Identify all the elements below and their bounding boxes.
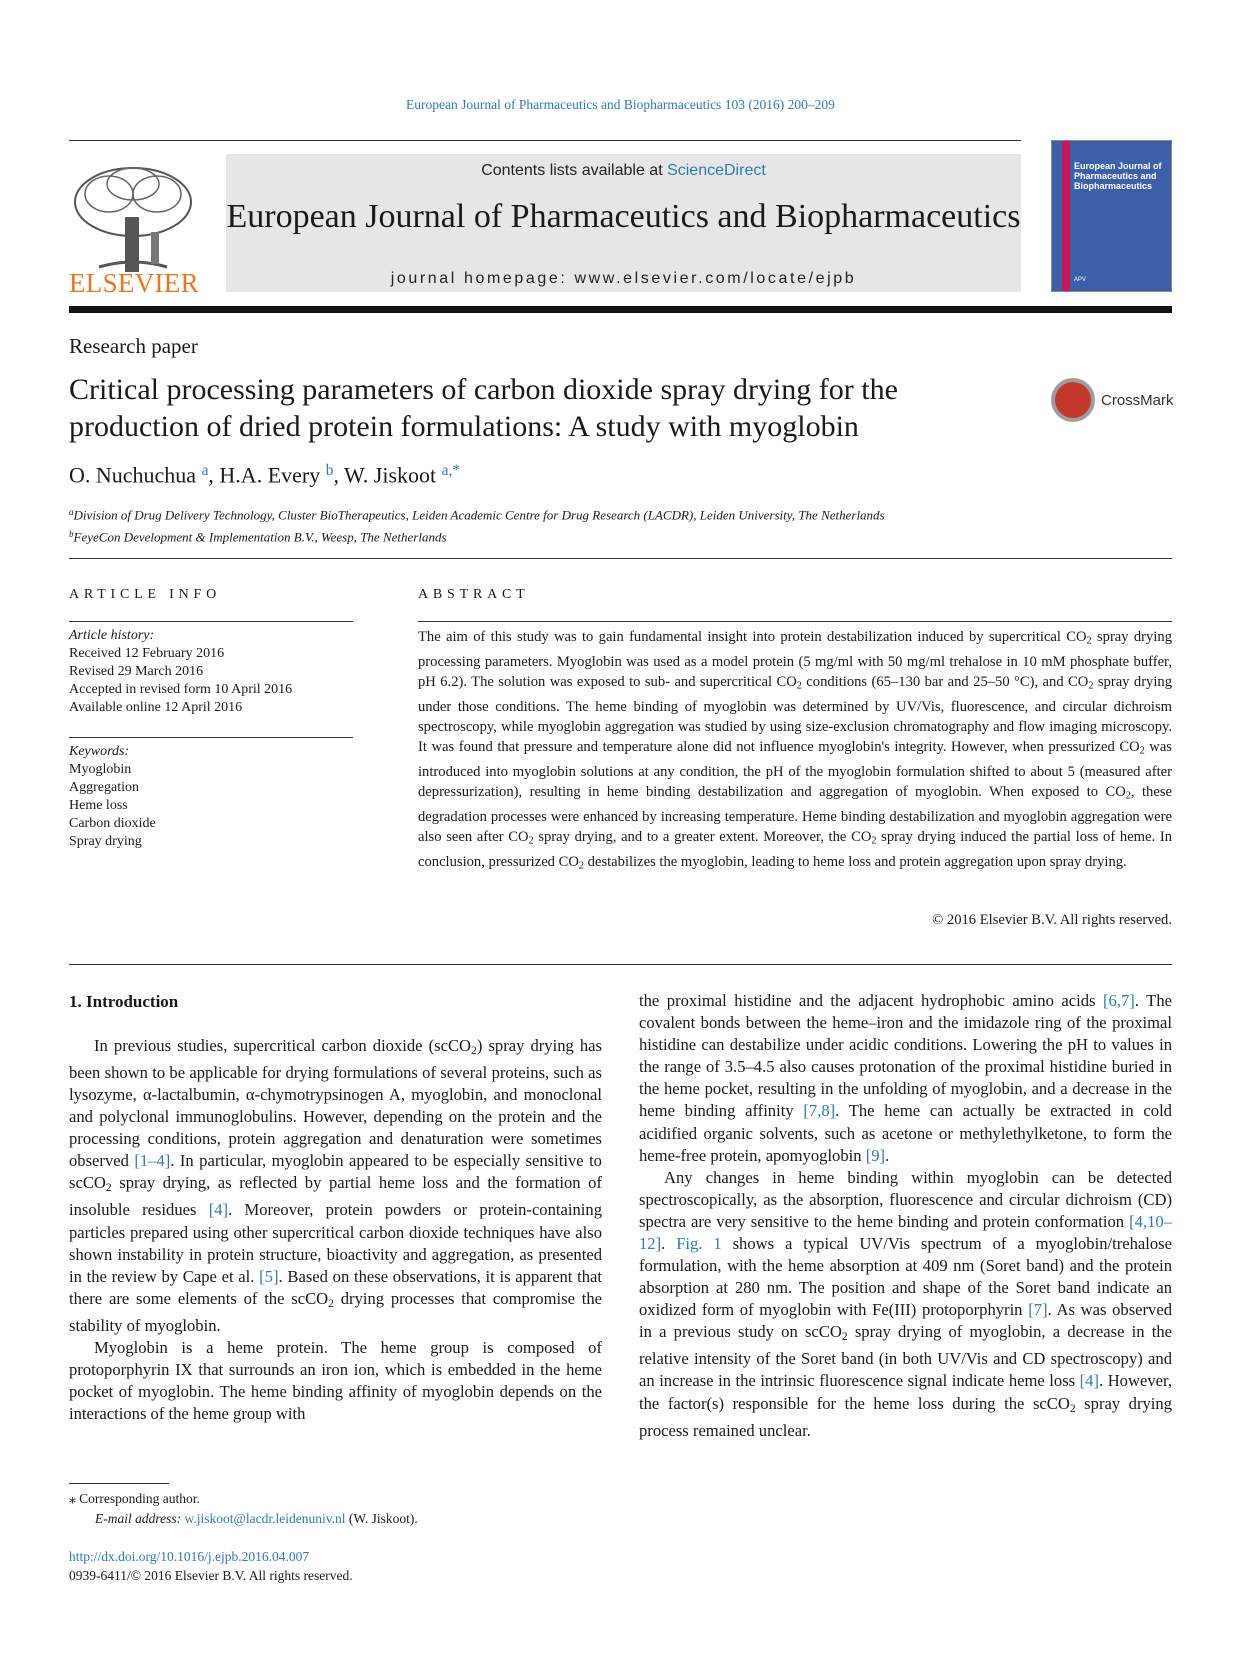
body-column-right bbox=[639, 990, 1172, 1442]
keywords-label: Keywords: bbox=[69, 744, 130, 759]
keyword-item: Heme loss bbox=[69, 798, 128, 813]
citation-link[interactable]: [4] bbox=[1079, 1371, 1100, 1391]
affiliation-mark: b bbox=[69, 528, 74, 539]
body-paragraph: the proximal histidine and the adjacent hydrophobic amino acids [6,7]. The covalent bonds between the heme–iron and the imidazole ring of the proximal histidine can destabilize under acidic conditions. Lowering the pH to values in the range of 3.5–4.5 also causes protonation of the proximal histidine buried in the heme pocket, resulting in the unfolding of myoglobin, and a decrease in the heme binding affinity [7,8]. The heme can actually be extracted in cold acidified organic solvents, such as acetone or methylethylketone, to form the heme-free protein, apomyoglobin [9]. bbox=[639, 991, 1172, 1165]
citation-link[interactable]: [7] bbox=[1028, 1300, 1048, 1320]
affiliation-text: FeyeCon Development & Implementation B.V., Weesp, The Netherlands bbox=[73, 529, 447, 545]
history-item: Accepted in revised form 10 April 2016 bbox=[69, 682, 293, 697]
body-paragraph: Any changes in heme binding within myoglobin can be detected spectroscopically, as the absorption, fluorescence and circular dichroism (CD) spectra are very sensitive to the heme binding and protein conformation [4,10–12]. Fig. 1 shows a typical UV/Vis spectrum of a myoglobin/trehalose formulation, with the heme absorption at 409 nm (Soret band) and the protein absorption at 280 nm. The position and shape of the Soret band indicate an oxidized form of myoglobin with Fe(III) protoporphyrin [7]. As was observed in a previous study on scCO$_2$ spray drying of myoglobin, a decrease in the relative intensity of the Soret band (in both UV/Vis and CD spectroscopy) and an increase in the intrinsic fluorescence signal indicate heme loss [4]. However, the factor(s) responsible for the heme loss during the scCO$_2$ spray drying process remained unclear. bbox=[639, 1167, 1173, 1440]
history-item: Received 12 February 2016 bbox=[69, 646, 225, 661]
doi-link[interactable]: http://dx.doi.org/10.1016/j.ejpb.2016.04.007 bbox=[69, 1549, 310, 1564]
author-list: O. Nuchuchua $^a$, H.A. Every $^b$, W. Jiskoot $^{a,*}$ bbox=[69, 462, 461, 488]
journal-citation[interactable]: European Journal of Pharmaceutics and Biopharmaceutics 103 (2016) 200–209 bbox=[406, 97, 835, 112]
citation-link[interactable]: [4] bbox=[208, 1200, 229, 1220]
author-name[interactable]: O. Nuchuchua bbox=[69, 462, 197, 488]
author-affiliation-mark[interactable]: a bbox=[201, 462, 209, 479]
author-affiliation-mark[interactable]: a,* bbox=[441, 462, 461, 479]
journal-cover-thumbnail[interactable] bbox=[1051, 140, 1172, 292]
email-note bbox=[69, 1509, 418, 1529]
citation-link[interactable]: [6,7] bbox=[1103, 991, 1135, 1010]
affiliations bbox=[69, 503, 885, 546]
sciencedirect-link[interactable]: ScienceDirect bbox=[667, 162, 766, 179]
corresponding-author-note: ⁎ Corresponding author. bbox=[69, 1491, 200, 1506]
abstract-body: The aim of this study was to gain fundamental insight into protein destabilization induced by supercritical $CO_2$ spray drying processing parameters. Myoglobin was used as a model protein (5 mg/ml with 50 mg/ml trehalose in 10 mM phosphate buffer, pH 6.2). The solution was exposed to sub- and supercritical $CO_2$ conditions (65–130 bar and 25–50 °C), and $CO_2$ spray drying under those conditions. The heme binding of myoglobin was determined by UV/Vis, fluorescence, and circular dichroism spectroscopy, while myoglobin aggregation was studied by using size-exclusion chromatography and flow imaging microscopy. It was found that pressure and temperature alone did not influence myoglobin's integrity. However, when pressurized $CO_2$ was introduced into myoglobin solutions at any condition, the pH of the myoglobin formulation shifted to about 5 (measured after depressurization), resulting in heme binding destabilization and aggregation of myoglobin. When exposed to $CO_2$, these degradation processes were enhanced by increasing temperature. Heme binding destabilization and myoglobin aggregation were also seen after $CO_2$ spray drying, and to a greater extent. Moreover, the $CO_2$ spray drying induced the partial loss of heme. In conclusion, pressurized $CO_2$ destabilizes the myoglobin, leading to heme loss and protein aggregation upon spray drying. bbox=[418, 629, 1173, 872]
affiliation-rule bbox=[69, 558, 1172, 559]
contents-prefix: Contents lists available at bbox=[481, 162, 668, 179]
footnote-rule bbox=[69, 1483, 169, 1484]
abstract-copyright: © 2016 Elsevier B.V. All rights reserved. bbox=[932, 912, 1172, 928]
article-info-rule bbox=[69, 621, 353, 622]
elsevier-wordmark: ELSEVIER bbox=[69, 268, 199, 298]
affiliation-text: Division of Drug Delivery Technology, Cluster BioTherapeutics, Leiden Academic Centre for Drug Research (LACDR), Leiden University, The Netherlands bbox=[73, 507, 885, 523]
history-item: Available online 12 April 2016 bbox=[69, 700, 243, 715]
header-thick-rule bbox=[69, 306, 1172, 313]
affiliation-item bbox=[69, 525, 885, 547]
abstract-heading: ABSTRACT bbox=[418, 587, 530, 602]
body-paragraph: Myoglobin is a heme protein. The heme group is composed of protoporphyrin IX that surrounds an iron ion, which is embedded in the heme pocket of myoglobin. The heme binding affinity of myoglobin depends on the interactions of the heme group with bbox=[69, 1337, 602, 1424]
author-name[interactable]: W. Jiskoot bbox=[344, 462, 437, 488]
article-title: Critical processing parameters of carbon dioxide spray drying for the production of dried protein formulations: A study with myoglobin bbox=[69, 373, 898, 443]
journal-homepage[interactable]: journal homepage: www.elsevier.com/locate/ejpb bbox=[390, 270, 857, 287]
body-rule bbox=[69, 964, 1172, 965]
keyword-item: Aggregation bbox=[69, 780, 139, 795]
citation-link[interactable]: [7,8] bbox=[803, 1101, 836, 1121]
cover-title: European Journal of Pharmaceutics and Biopharmaceutics bbox=[1074, 161, 1162, 191]
introduction-heading: 1. Introduction bbox=[69, 992, 179, 1011]
article-type: Research paper bbox=[69, 334, 198, 358]
author-name[interactable]: H.A. Every bbox=[219, 462, 321, 488]
affiliation-mark: a bbox=[69, 507, 74, 517]
crossmark-icon bbox=[1051, 378, 1095, 422]
history-label: Article history: bbox=[69, 628, 155, 643]
keyword-item: Spray drying bbox=[69, 834, 142, 849]
keywords bbox=[69, 743, 156, 851]
citation-link[interactable]: [1–4] bbox=[134, 1151, 171, 1171]
footer-doi-block bbox=[69, 1547, 353, 1585]
footnotes bbox=[69, 1489, 418, 1529]
keyword-item: Carbon dioxide bbox=[69, 816, 156, 831]
cover-footer: APV bbox=[1074, 277, 1087, 283]
issn-line: 0939-6411/© 2016 Elsevier B.V. All rights reserved. bbox=[69, 1568, 353, 1583]
crossmark-badge[interactable] bbox=[1051, 378, 1176, 424]
abstract-rule bbox=[418, 621, 1172, 622]
author-affiliation-mark[interactable]: b bbox=[325, 462, 334, 479]
contents-line bbox=[226, 162, 1021, 180]
article-history bbox=[69, 627, 292, 717]
crossmark-label: CrossMark bbox=[1101, 392, 1174, 409]
citation-link[interactable]: [5] bbox=[259, 1266, 279, 1286]
figure-link[interactable]: Fig. 1 bbox=[676, 1234, 722, 1254]
article-info-heading: ARTICLE INFO bbox=[69, 587, 222, 602]
email-suffix: (W. Jiskoot). bbox=[345, 1511, 418, 1526]
affiliation-item bbox=[69, 503, 885, 525]
email-link[interactable]: w.jiskoot@lacdr.leidenuniv.nl bbox=[184, 1511, 346, 1526]
header-rule bbox=[69, 140, 1021, 141]
body-paragraph: In previous studies, supercritical carbon dioxide (scCO$_2$) spray drying has been shown to be applicable for drying formulations of several proteins, such as lysozyme, α-lactalbumin, α-chymotrypsinogen A, myoglobin, and monoclonal and polyclonal immunoglobulins. However, depending on the protein and the processing conditions, protein aggregation and denaturation were sometimes observed [1–4]. In particular, myoglobin appeared to be especially sensitive to scCO$_2$ spray drying, as reflected by partial heme loss and the formation of insoluble residues [4]. Moreover, protein powders or protein-containing particles prepared using other supercritical carbon dioxide techniques have also shown instability in protein structure, bioactivity and aggregation, as presented in the review by Cape et al. [5]. Based on these observations, it is apparent that there are some elements of the scCO$_2$ drying processes that compromise the stability of myoglobin. bbox=[69, 1036, 602, 1335]
journal-banner bbox=[226, 154, 1021, 292]
journal-name: European Journal of Pharmaceutics and Biopharmaceutics bbox=[226, 198, 1021, 235]
keywords-rule bbox=[69, 737, 353, 738]
citation-link[interactable]: [9] bbox=[865, 1145, 886, 1165]
email-label: E-mail address: bbox=[95, 1511, 185, 1526]
keyword-item: Myoglobin bbox=[69, 762, 132, 777]
history-item: Revised 29 March 2016 bbox=[69, 664, 204, 679]
citation-link[interactable]: [4,10–12] bbox=[639, 1211, 1172, 1254]
body-column-left bbox=[69, 1035, 602, 1425]
